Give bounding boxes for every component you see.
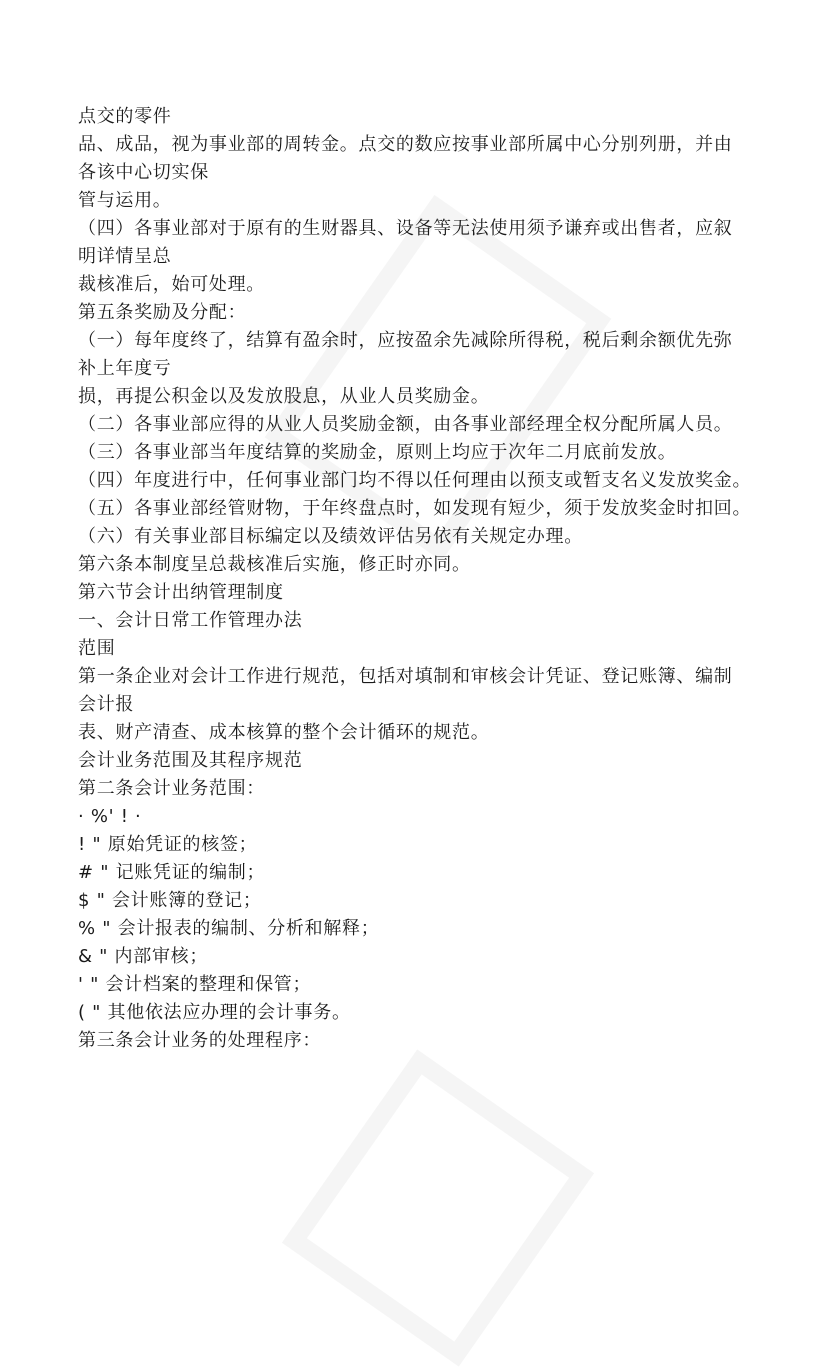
text-line: 第六条本制度呈总裁核准后实施，修正时亦同。: [78, 554, 471, 575]
text-line: 第二条会计业务范围：: [78, 778, 265, 799]
text-line: 一、会计日常工作管理办法: [78, 610, 303, 631]
text-line: # " 记账凭证的编制；: [78, 862, 266, 883]
text-line: ( " 其他依法应办理的会计事务。: [78, 1002, 351, 1023]
text-line: 会计业务范围及其程序规范: [78, 750, 303, 771]
text-line: % " 会计报表的编制、分析和解释；: [78, 918, 380, 939]
text-line: ' " 会计档案的整理和保管；: [78, 974, 312, 995]
document-page: [78, 103, 768, 1055]
text-line: 第三条会计业务的处理程序：: [78, 1030, 322, 1051]
text-line: 损，再提公积金以及发放股息，从业人员奖励金。: [78, 386, 490, 407]
text-line: （一）每年度终了，结算有盈余时，应按盈余先减除所得税，税后剩余额优先弥: [78, 330, 733, 351]
text-line: 品、成品，视为事业部的周转金。点交的数应按事业部所属中心分别列册，并由: [78, 134, 733, 155]
text-line: 第一条企业对会计工作进行规范，包括对填制和审核会计凭证、登记账簿、编制: [78, 666, 733, 687]
text-line: 会计报: [78, 694, 135, 715]
text-line: ! " 原始凭证的核签；: [78, 834, 258, 855]
text-line: （四）各事业部对于原有的生财器具、设备等无法使用须予谦弃或出售者，应叙: [78, 218, 733, 239]
text-line: 各该中心切实保: [78, 162, 209, 183]
text-line: 点交的零件: [78, 106, 172, 127]
text-line: 裁核准后，始可处理。: [78, 274, 265, 295]
text-line: 表、财产清查、成本核算的整个会计循环的规范。: [78, 722, 490, 743]
text-line: （四）年度进行中，任何事业部门均不得以任何理由以预支或暂支名义发放奖金。: [78, 470, 752, 491]
text-line: $ " 会计账簿的登记；: [78, 890, 262, 911]
text-line: （二）各事业部应得的从业人员奖励金额，由各事业部经理全权分配所属人员。: [78, 414, 733, 435]
text-line: （六）有关事业部目标编定以及绩效评估另依有关规定办理。: [78, 526, 583, 547]
text-line: （三）各事业部当年度结算的奖励金，原则上均应于次年二月底前发放。: [78, 442, 677, 463]
text-line: & " 内部审核；: [78, 946, 209, 967]
text-line: 补上年度亏: [78, 358, 172, 379]
text-line: （五）各事业部经管财物，于年终盘点时，如发现有短少，须于发放奖金时扣回。: [78, 498, 752, 519]
text-line: · %' ! ·: [78, 806, 142, 827]
text-line: 明详情呈总: [78, 246, 172, 267]
text-line: 管与运用。: [78, 190, 172, 211]
text-line: 第五条奖励及分配：: [78, 302, 247, 323]
text-line: 第六节会计出纳管理制度: [78, 582, 284, 603]
watermark: [282, 1049, 594, 1366]
text-line: 范围: [78, 638, 116, 659]
